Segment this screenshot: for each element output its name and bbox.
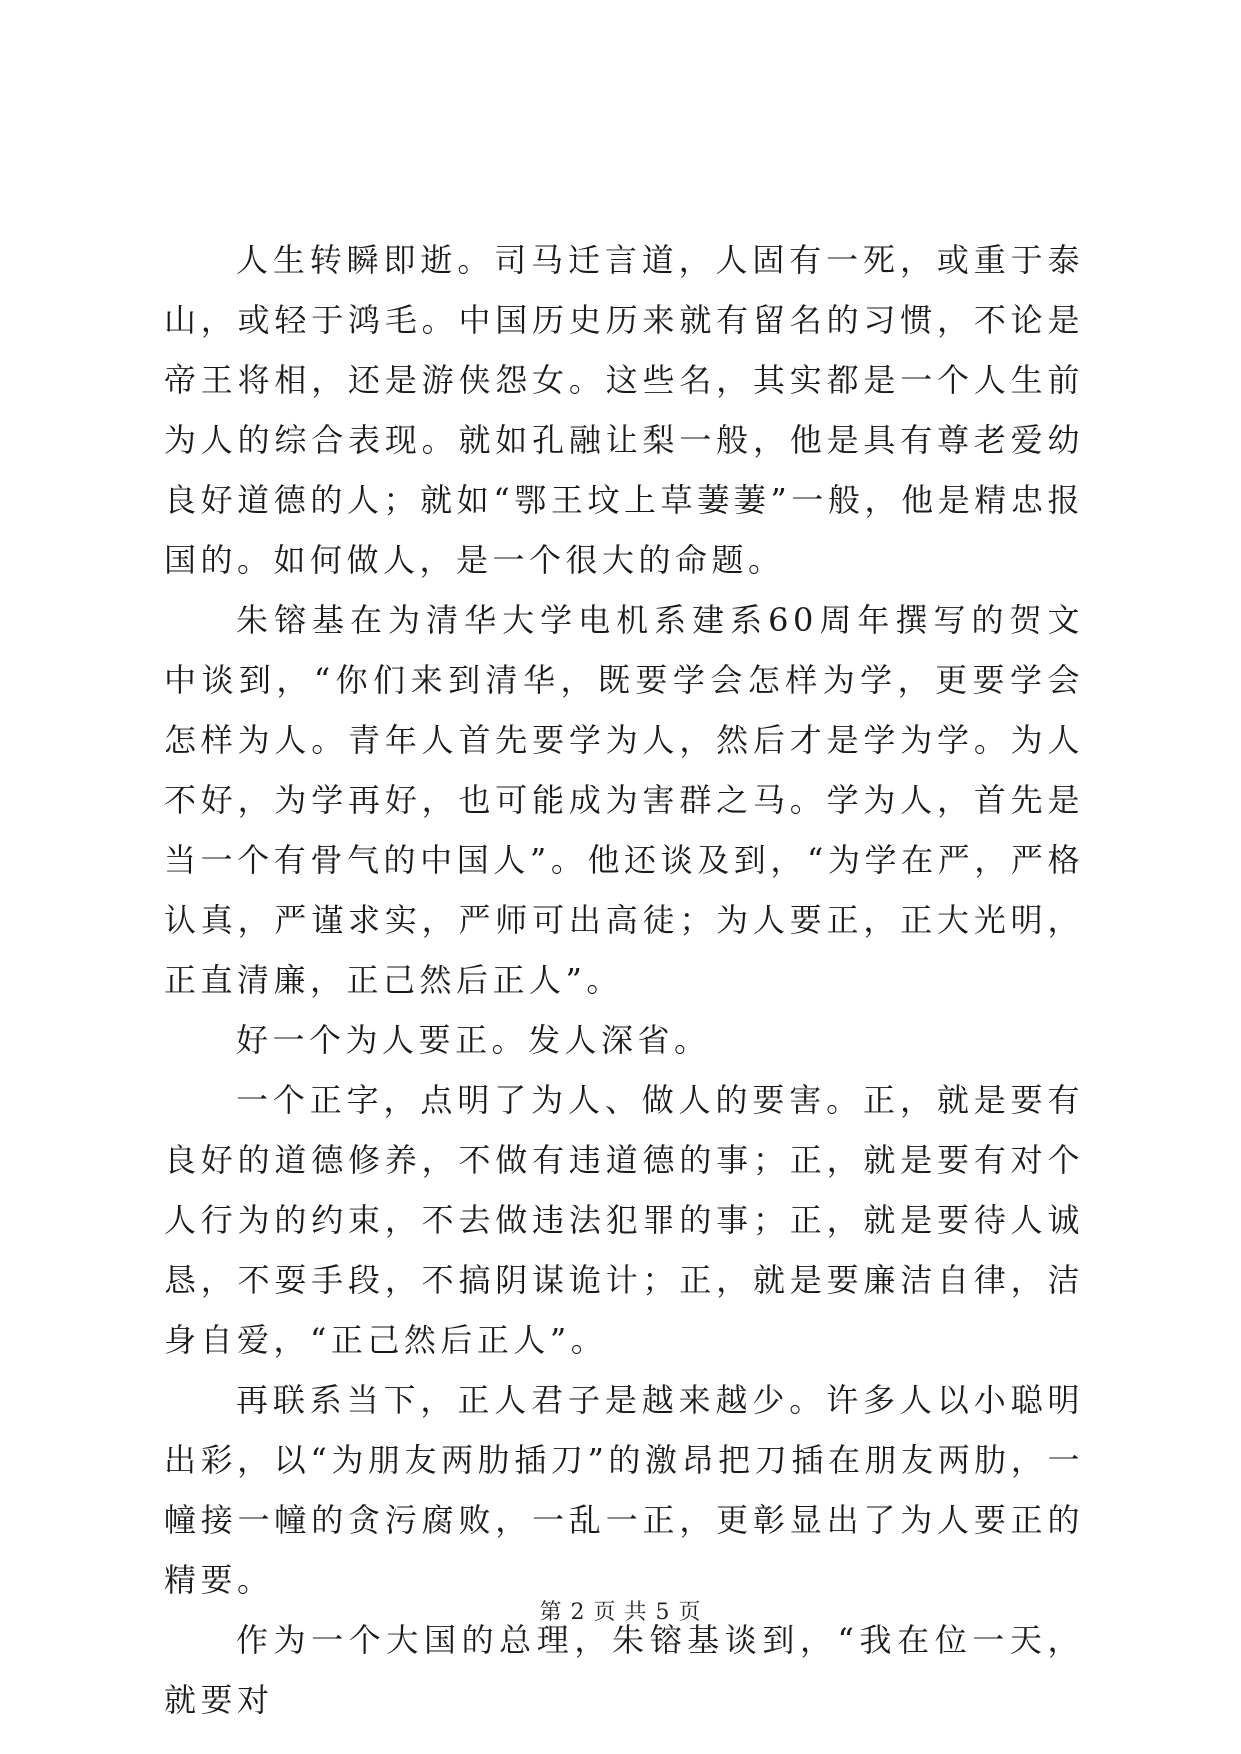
paragraph-2: 朱镕基在为清华大学电机系建系60周年撰写的贺文中谈到，“你们来到清华，既要学会怎样为学，更要学会怎样为人。青年人首先要学为人，然后才是学为学。为人不好，为学再好，也可能成为害群之马。学为人，首先是当一个有骨气的中国人”。他还谈及到，“为学在严，严格认真，严谨求实，严师可出高徒；为人要正，正大光明，正直清廉，正己然后正人”。 <box>164 601 1084 999</box>
paragraph-5: 再联系当下，正人君子是越来越少。许多人以小聪明出彩，以“为朋友两肋插刀”的激昂把刀插在朋友两肋，一幢接一幢的贪污腐败，一乱一正，更彰显出了为人要正的精要。 <box>164 1381 1084 1599</box>
page-footer <box>0 1598 1241 1628</box>
paragraph-1: 人生转瞬即逝。司马迁言道，人固有一死，或重于泰山，或轻于鸿毛。中国历史历来就有留名的习惯，不论是帝王将相，还是游侠怨女。这些名，其实都是一个人生前为人的综合表现。就如孔融让梨一般，他是具有尊老爱幼良好道德的人；就如“鄂王坟上草萋萋”一般，他是精忠报国的。如何做人，是一个很大的命题。 <box>164 241 1084 579</box>
paragraph-6: 作为一个大国的总理，朱镕基谈到，“我在位一天，就要对 <box>164 1621 1084 1719</box>
document-body <box>164 230 1084 1730</box>
page-number-label: 第 2 页 共 5 页 <box>539 1600 702 1625</box>
paragraph-4: 一个正字，点明了为人、做人的要害。正，就是要有良好的道德修养，不做有违道德的事；正，就是要有对个人行为的约束，不去做违法犯罪的事；正，就是要待人诚恳，不耍手段，不搞阴谋诡计；正，就是要廉洁自律，洁身自爱，“正己然后正人”。 <box>164 1081 1084 1359</box>
paragraph-3: 好一个为人要正。发人深省。 <box>236 1021 711 1059</box>
